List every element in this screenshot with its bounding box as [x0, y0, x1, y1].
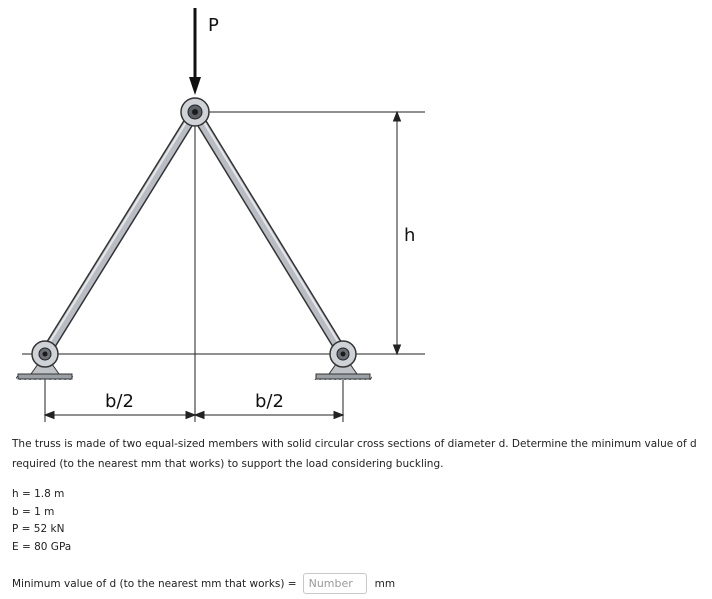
answer-unit: mm: [374, 577, 396, 590]
height-label: h: [404, 225, 416, 246]
given-values: [12, 486, 71, 556]
right-span-label: b/2: [255, 391, 284, 412]
problem-statement: The truss is made of two equal-sized members with solid circular cross sections of diameter d. Determine the minimum value of d required (to the nearest mm that works) to support the load considering buckling.: [12, 438, 697, 470]
load-label: P: [208, 15, 219, 36]
answer-label: Minimum value of d (to the nearest mm that works) =: [12, 577, 297, 590]
right-member: [195, 111, 345, 354]
height-dimension: [394, 112, 401, 354]
span-dimensions: [45, 412, 343, 419]
top-pin-joint: [181, 98, 209, 126]
right-pin-support: [314, 341, 372, 380]
given-e: E = 80 GPa: [12, 540, 72, 553]
left-pin-support: [16, 341, 74, 380]
given-b: b = 1 m: [12, 505, 55, 518]
answer-row: [12, 571, 395, 596]
left-member: [43, 111, 195, 354]
load-arrow: [189, 8, 201, 95]
answer-input[interactable]: [303, 573, 367, 594]
left-span-label: b/2: [105, 391, 134, 412]
given-h: h = 1.8 m: [12, 488, 65, 500]
given-p: P = 52 kN: [12, 523, 65, 535]
